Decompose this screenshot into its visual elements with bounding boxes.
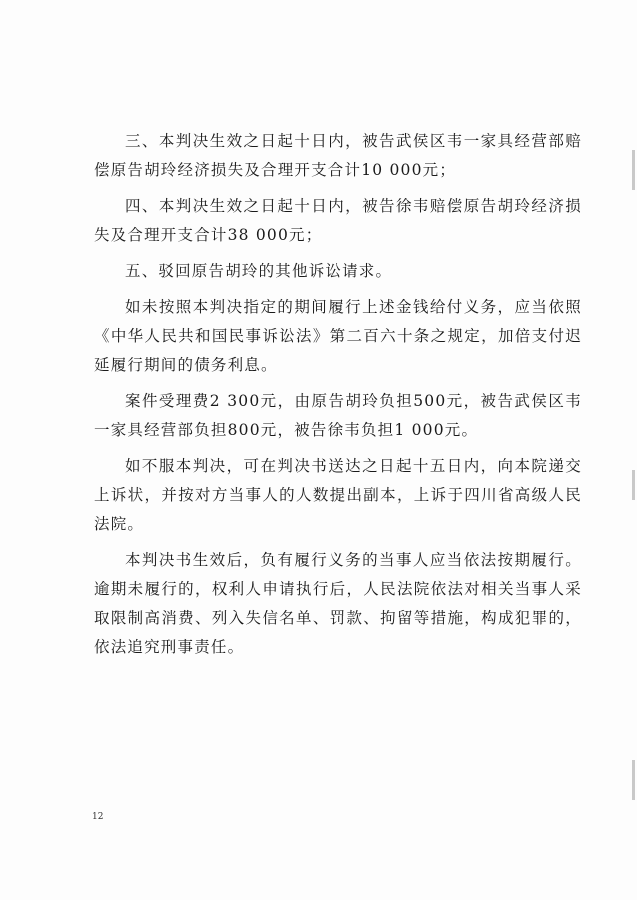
page-number: 12: [92, 812, 104, 822]
binding-edge-mark-bottom: [632, 760, 635, 800]
binding-edge-mark-top: [632, 150, 635, 190]
paragraph-item-3: 三、本判决生效之日起十日内，被告武侯区韦一家具经营部赔偿原告胡玲经济损失及合理开支合计10 000元；: [94, 132, 582, 179]
paragraph-court-fees: 案件受理费2 300元，由原告胡玲负担500元，被告武侯区韦一家具经营部负担800元，被告徐韦负担1 000元。: [94, 392, 582, 439]
paragraph-item-4: 四、本判决生效之日起十日内，被告徐韦赔偿原告胡玲经济损失及合理开支合计38 000元；: [94, 197, 582, 244]
paragraph-enforcement: 本判决书生效后，负有履行义务的当事人应当依法按期履行。逾期未履行的，权利人申请执行后，人民法院依法对相关当事人采取限制高消费、列入失信名单、罚款、拘留等措施，构成犯罪的，依法追究刑事责任。: [94, 551, 582, 656]
paragraph-item-5: 五、驳回原告胡玲的其他诉讼请求。: [125, 262, 393, 280]
judgment-body: [94, 127, 582, 669]
binding-edge-mark-middle: [632, 470, 635, 500]
paragraph-delayed-payment: 如未按照本判决指定的期间履行上述金钱给付义务，应当依照《中华人民共和国民事诉讼法》第二百六十条之规定，加倍支付迟延履行期间的债务利息。: [94, 298, 582, 374]
paragraph-appeal: 如不服本判决，可在判决书送达之日起十五日内，向本院递交上诉状，并按对方当事人的人数提出副本，上诉于四川省高级人民法院。: [94, 457, 582, 533]
